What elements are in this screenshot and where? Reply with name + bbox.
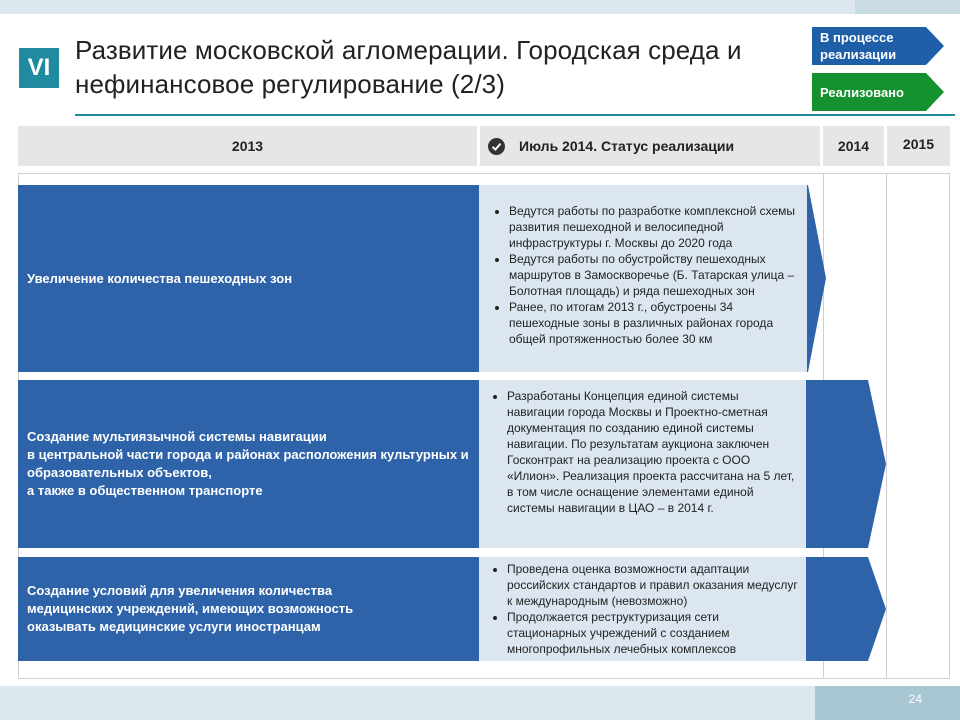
column-header-2013-label: 2013 bbox=[231, 138, 264, 154]
section-badge: VI bbox=[19, 48, 59, 88]
row-1-status-item: • Ранее, по итогам 2013 г., обустроены 34 пешеходные зоны в различных районах города общей протяженностью более 30 км bbox=[509, 299, 799, 347]
row-3-status-item: • Продолжается реструктуризация сети стационарных учреждений с созданием многопрофильных лечебных комплексов bbox=[507, 609, 798, 657]
row-1-status-item: • Ведутся работы по обустройству пешеходных маршрутов в Замоскворечье (Б. Татарская улица – Болотная площадь) и ряда пешеходных зон bbox=[509, 251, 799, 299]
row-2-label bbox=[18, 380, 478, 548]
column-header-2013 bbox=[18, 126, 477, 166]
column-header-status bbox=[480, 126, 820, 166]
row-1-label-text: Увеличение количества пешеходных зон bbox=[27, 270, 293, 286]
row-3-status-item: • Проведена оценка возможности адаптации российских стандартов и правил оказания медуслуг к международным (невозможно) bbox=[507, 561, 798, 609]
legend-done-label: Реализовано bbox=[820, 85, 904, 100]
row-2-status-item: • Разработаны Концепция единой системы навигации города Москвы и Проектно-сметная документация по созданию единой системы навигации. По результатам аукциона заключен Госконтракт на реализацию проекта с ООО «Илион». Реализация проекта рассчитана на 5 лет, в том числе оснащение элементами единой системы навигации в ЦАО – в 2014 г. bbox=[507, 388, 798, 516]
row-2-label-text: Создание мультиязычной системы навигации в центральной части города и районах расположения культурных и образовательных объектов, а также в общественном транспорте bbox=[27, 429, 469, 498]
row-3-status bbox=[479, 557, 806, 661]
row-1-label bbox=[18, 185, 478, 372]
row-1-status-item: • Ведутся работы по разработке комплексной схемы развития пешеходной и велосипедной инфраструктуры г. Москвы до 2020 года bbox=[509, 203, 799, 251]
top-band bbox=[0, 0, 960, 14]
legend-done bbox=[812, 73, 944, 111]
legend-in-progress-label: В процессе реализации bbox=[820, 30, 897, 62]
row-2-status bbox=[479, 380, 806, 548]
column-header-2015-label: 2015 bbox=[902, 136, 935, 152]
column-header-2014-label: 2014 bbox=[837, 138, 870, 154]
title-divider bbox=[75, 114, 955, 116]
check-circle-icon bbox=[488, 138, 505, 155]
top-band-accent bbox=[855, 0, 960, 14]
page-title: Развитие московской агломерации. Городская среда и нефинансовое регулирование (2/3) bbox=[75, 35, 742, 99]
row-3-label bbox=[18, 557, 478, 661]
legend-in-progress bbox=[812, 27, 944, 65]
column-header-2014 bbox=[823, 126, 884, 166]
page-number: 24 bbox=[908, 692, 922, 706]
column-header-2015 bbox=[887, 126, 950, 166]
column-header-status-label: Июль 2014. Статус реализации bbox=[519, 138, 735, 154]
row-3-label-text: Создание условий для увеличения количества медицинских учреждений, имеющих возможность оказывать медицинские услуги иностранцам bbox=[27, 583, 354, 634]
row-1-status bbox=[479, 185, 807, 372]
